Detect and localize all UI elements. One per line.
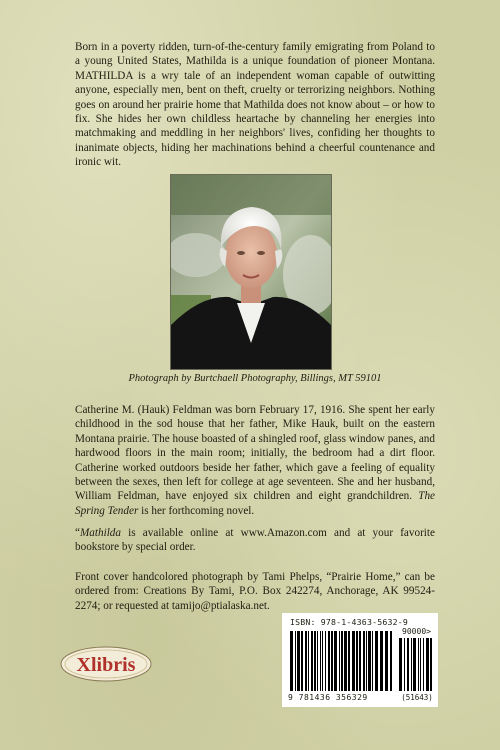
logo-text: Xlibris — [76, 654, 136, 676]
author-photo — [170, 174, 332, 370]
addon-code: 90000> — [402, 627, 431, 636]
forthcoming-title: The Spring Tender — [75, 490, 435, 517]
availability-text: is available online at www.Amazon.com and at your favorite bookstore by special order. — [75, 527, 435, 554]
author-bio — [75, 403, 435, 518]
addon-bars — [399, 638, 433, 691]
xlibris-logo — [58, 644, 154, 684]
isbn-label: ISBN: 978-1-4363-5632-9 — [290, 617, 408, 627]
ean-bars — [290, 631, 394, 691]
ean-digits: 9 781436 356329 — [288, 693, 368, 702]
photo-caption: Photograph by Burtchaell Photography, Billings, MT 59101 — [128, 373, 382, 384]
price-code: (51643) — [401, 693, 433, 702]
bio-text-end: is her forthcoming novel. — [138, 504, 255, 517]
book-title: Mathilda — [79, 527, 121, 539]
isbn-barcode — [282, 613, 438, 707]
cover-photo-credit: Front cover handcolored photograph by Tami Phelps, “Prairie Home,” can be ordered from: Creations By Tami, P.O. Box 242274, Anchorage, AK 99524-2274; or requested at tamijo@ptialaska.net. — [75, 571, 435, 612]
bio-text: Catherine M. (Hauk) Feldman was born February 17, 1916. She spent her early childhood in the sod house that her father, Mike Hauk, built on the eastern Montana prairie. The house boasted of a shingled roof, glass window panes, and hardwood floors in the main room; initially, the bedroom had a dirt floor. Catherine worked outdoors beside her father, which gave a feeling of equality between the sexes, then left for college at age seventeen. She and her husband, William Feldman, have enjoyed six children and eight grandchildren. — [75, 404, 435, 503]
back-cover-blurb: Born in a poverty ridden, turn-of-the-century family emigrating from Poland to a young United States, Mathilda is a unique foundation of pioneer Montana. MATHILDA is a wry tale of an independent woman capable of outwitting anyone, especially men, bent on theft, cruelty or terrorizing neighbors. Nothing goes on around her prairie home that Mathilda does not know about – or how to fix. She hides her own childless heartache by channeling her energies into matchmaking and meddling in her neighbors' lives, confiding her thoughts to inanimate objects, hiding her machinations behind a cheerful countenance and ironic wit. — [75, 41, 435, 169]
availability-open-quote: “ — [75, 527, 80, 539]
availability-note — [75, 526, 435, 555]
